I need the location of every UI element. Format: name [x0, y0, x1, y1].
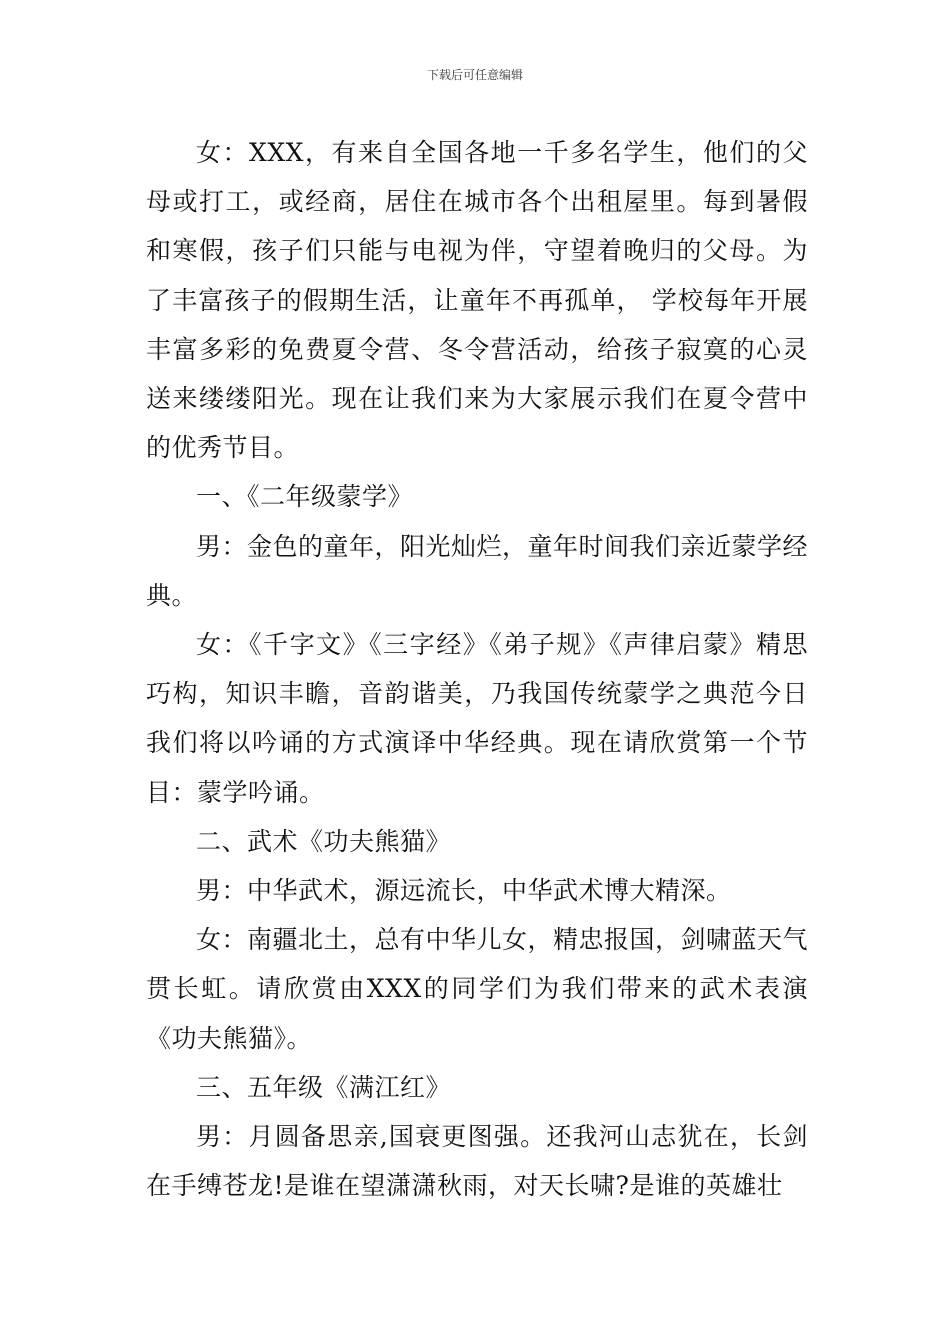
paragraph-female-2: 女：南疆北土，总有中华儿女，精忠报国，剑啸蓝天气贯长虹。请欣赏由XXX的同学们为我们带来的武术表演《功夫熊猫》。: [146, 925, 809, 1053]
paragraph-male-2: 男：中华武术，源远流长，中华武术博大精深。: [196, 876, 732, 906]
paragraph-male-3: 男：月圆备思亲,国衰更图强。还我河山志犹在，长剑在手缚苍龙!是谁在望潇潇秋雨，对天长啸?是谁的英雄壮: [146, 1122, 808, 1201]
document-body: [146, 128, 808, 1210]
program-heading-3: 三、五年级《满江红》: [196, 1072, 452, 1102]
paragraph-female-1: 女：《千字文》《三字经》《弟子规》《声律启蒙》精思巧构，知识丰瞻，音韵谐美，乃我国传统蒙学之典范今日我们将以吟诵的方式演译中华经典。现在请欣赏第一个节目：蒙学吟诵。: [146, 630, 808, 807]
program-heading-1: 一、《二年级蒙学》: [196, 482, 414, 512]
paragraph-male-1: 男：金色的童年，阳光灿烂，童年时间我们亲近蒙学经典。: [146, 531, 809, 610]
page-header: 下载后可任意编辑: [426, 68, 523, 82]
paragraph-intro-female: 女：XXX，有来自全国各地一千多名学生，他们的父母或打工，或经商，居住在城市各个出租屋里。每到暑假和寒假，孩子们只能与电视为伴，守望着晚归的父母。为了丰富孩子的假期生活，让童年不再孤单， 学校每年开展丰富多彩的免费夏令营、冬令营活动，给孩子寂寞的心灵送来缕缕阳光。现在让我们来为大家展示我们在夏令营中的优秀节目。: [146, 138, 808, 463]
program-heading-2: 二、武术《功夫熊猫》: [196, 826, 452, 856]
